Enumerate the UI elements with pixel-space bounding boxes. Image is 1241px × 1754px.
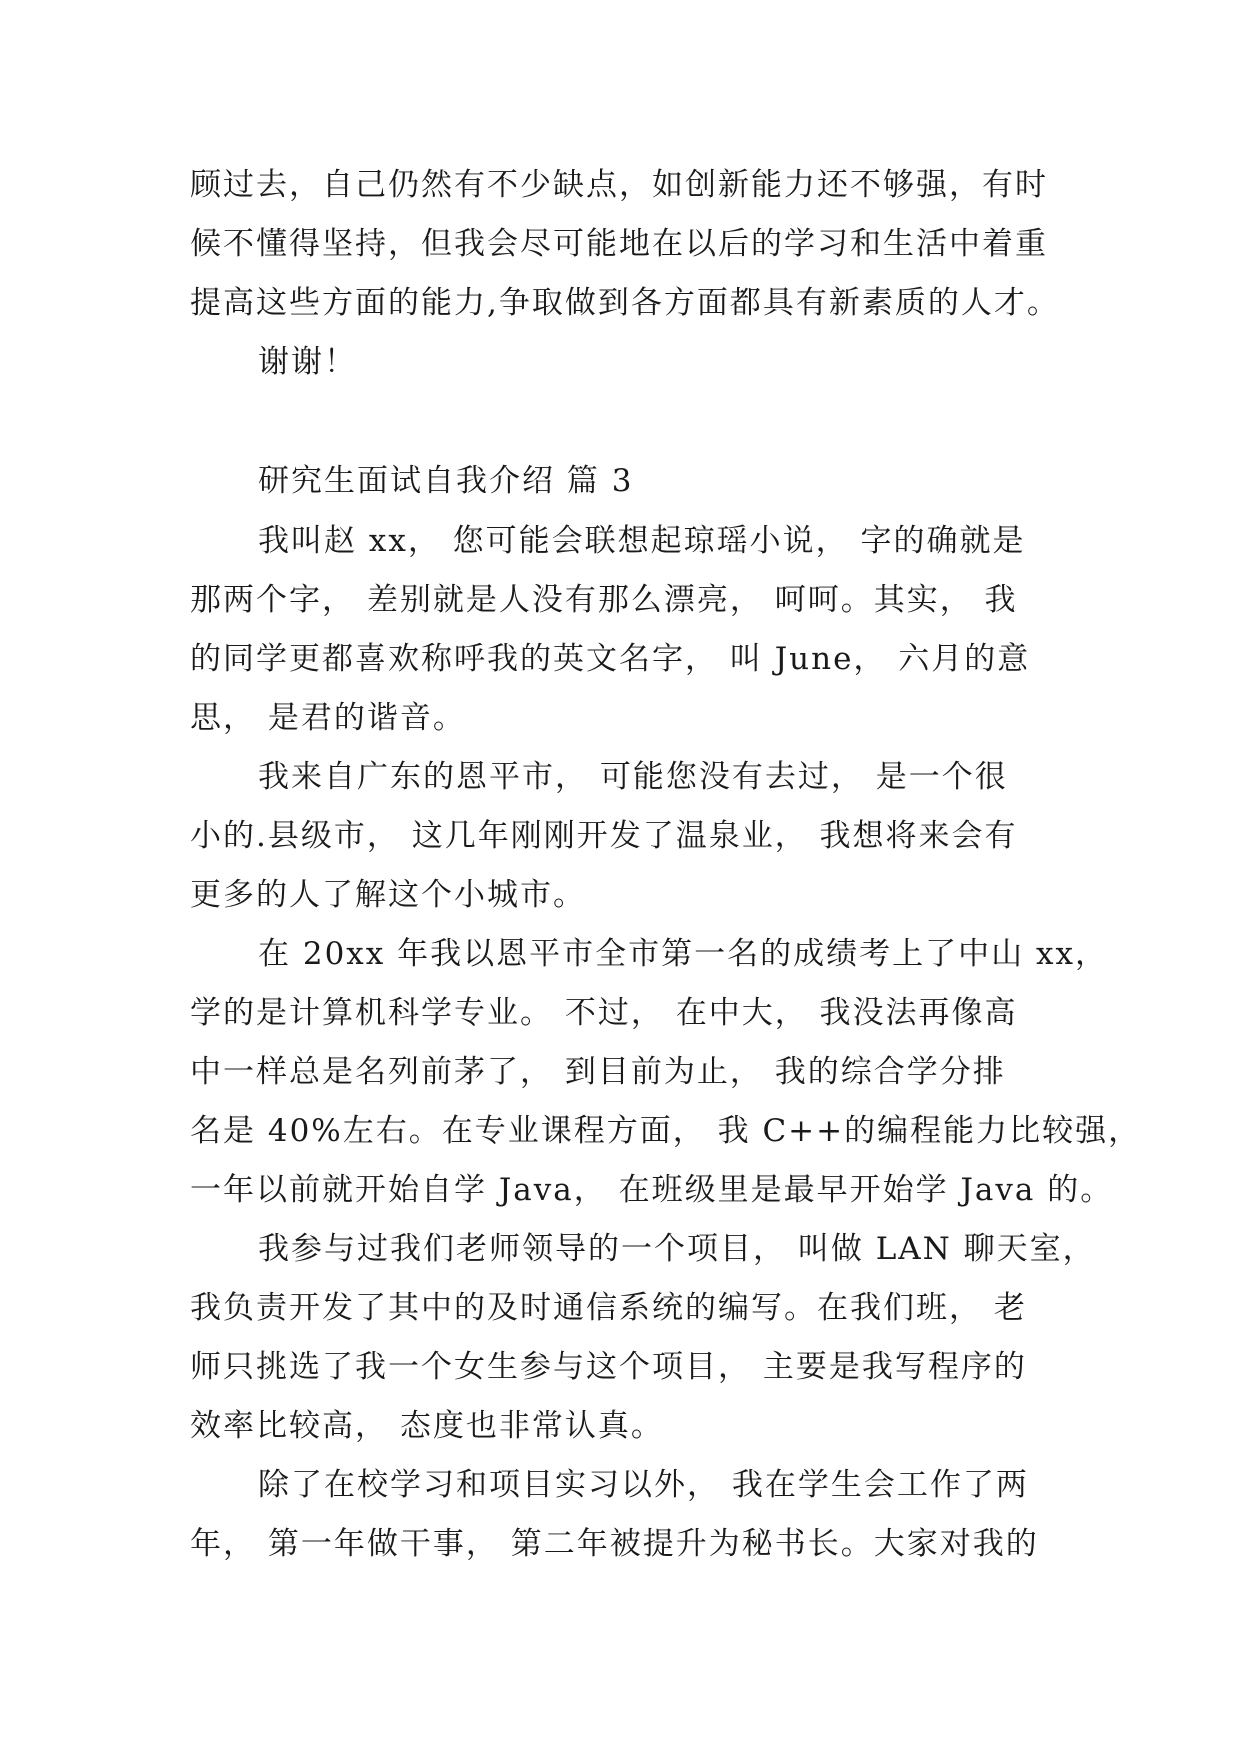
- section-heading: 研究生面试自我介绍 篇 3: [258, 463, 634, 499]
- text-line: 思， 是君的谐音。: [190, 700, 466, 736]
- text-line: 学的是计算机科学专业。 不过， 在中大， 我没法再像高: [190, 995, 1018, 1031]
- text-line: 小的.县级市， 这几年刚刚开发了温泉业， 我想将来会有: [190, 818, 1018, 854]
- text-line: 更多的人了解这个小城市。: [190, 877, 586, 913]
- text-line: 提高这些方面的能力,争取做到各方面都具有新素质的人才。: [190, 285, 1060, 321]
- text-line: 效率比较高， 态度也非常认真。: [190, 1408, 664, 1444]
- text-line: 在 20xx 年我以恩平市全市第一名的成绩考上了中山 xx，: [258, 936, 1108, 972]
- text-line: 我叫赵 xx， 您可能会联想起琼瑶小说， 字的确就是: [258, 523, 1026, 559]
- text-line: 师只挑选了我一个女生参与这个项目， 主要是我写程序的: [190, 1349, 1027, 1385]
- text-line: 一年以前就开始自学 Java， 在班级里是最早开始学 Java 的。: [190, 1172, 1114, 1208]
- text-line: 的同学更都喜欢称呼我的英文名字， 叫 June， 六月的意: [190, 641, 1031, 677]
- text-line: 我负责开发了其中的及时通信系统的编写。在我们班， 老: [190, 1290, 1027, 1326]
- text-line: 我来自广东的恩平市， 可能您没有去过， 是一个很: [258, 759, 1008, 795]
- text-line: 名是 40%左右。在专业课程方面， 我 C++的编程能力比较强，: [190, 1113, 1142, 1149]
- text-line: 年， 第一年做干事， 第二年被提升为秘书长。大家对我的: [190, 1526, 1039, 1562]
- text-line: 除了在校学习和项目实习以外， 我在学生会工作了两: [258, 1467, 1029, 1503]
- text-line: 我参与过我们老师领导的一个项目， 叫做 LAN 聊天室，: [258, 1231, 1096, 1267]
- text-line: 那两个字， 差别就是人没有那么漂亮， 呵呵。其实， 我: [190, 582, 1018, 618]
- text-line: 中一样总是名列前茅了， 到目前为止， 我的综合学分排: [190, 1054, 1006, 1090]
- text-line: 候不懂得坚持，但我会尽可能地在以后的学习和生活中着重: [190, 226, 1048, 262]
- text-line: 顾过去，自己仍然有不少缺点，如创新能力还不够强，有时: [190, 167, 1048, 203]
- text-line: 谢谢！: [258, 344, 357, 380]
